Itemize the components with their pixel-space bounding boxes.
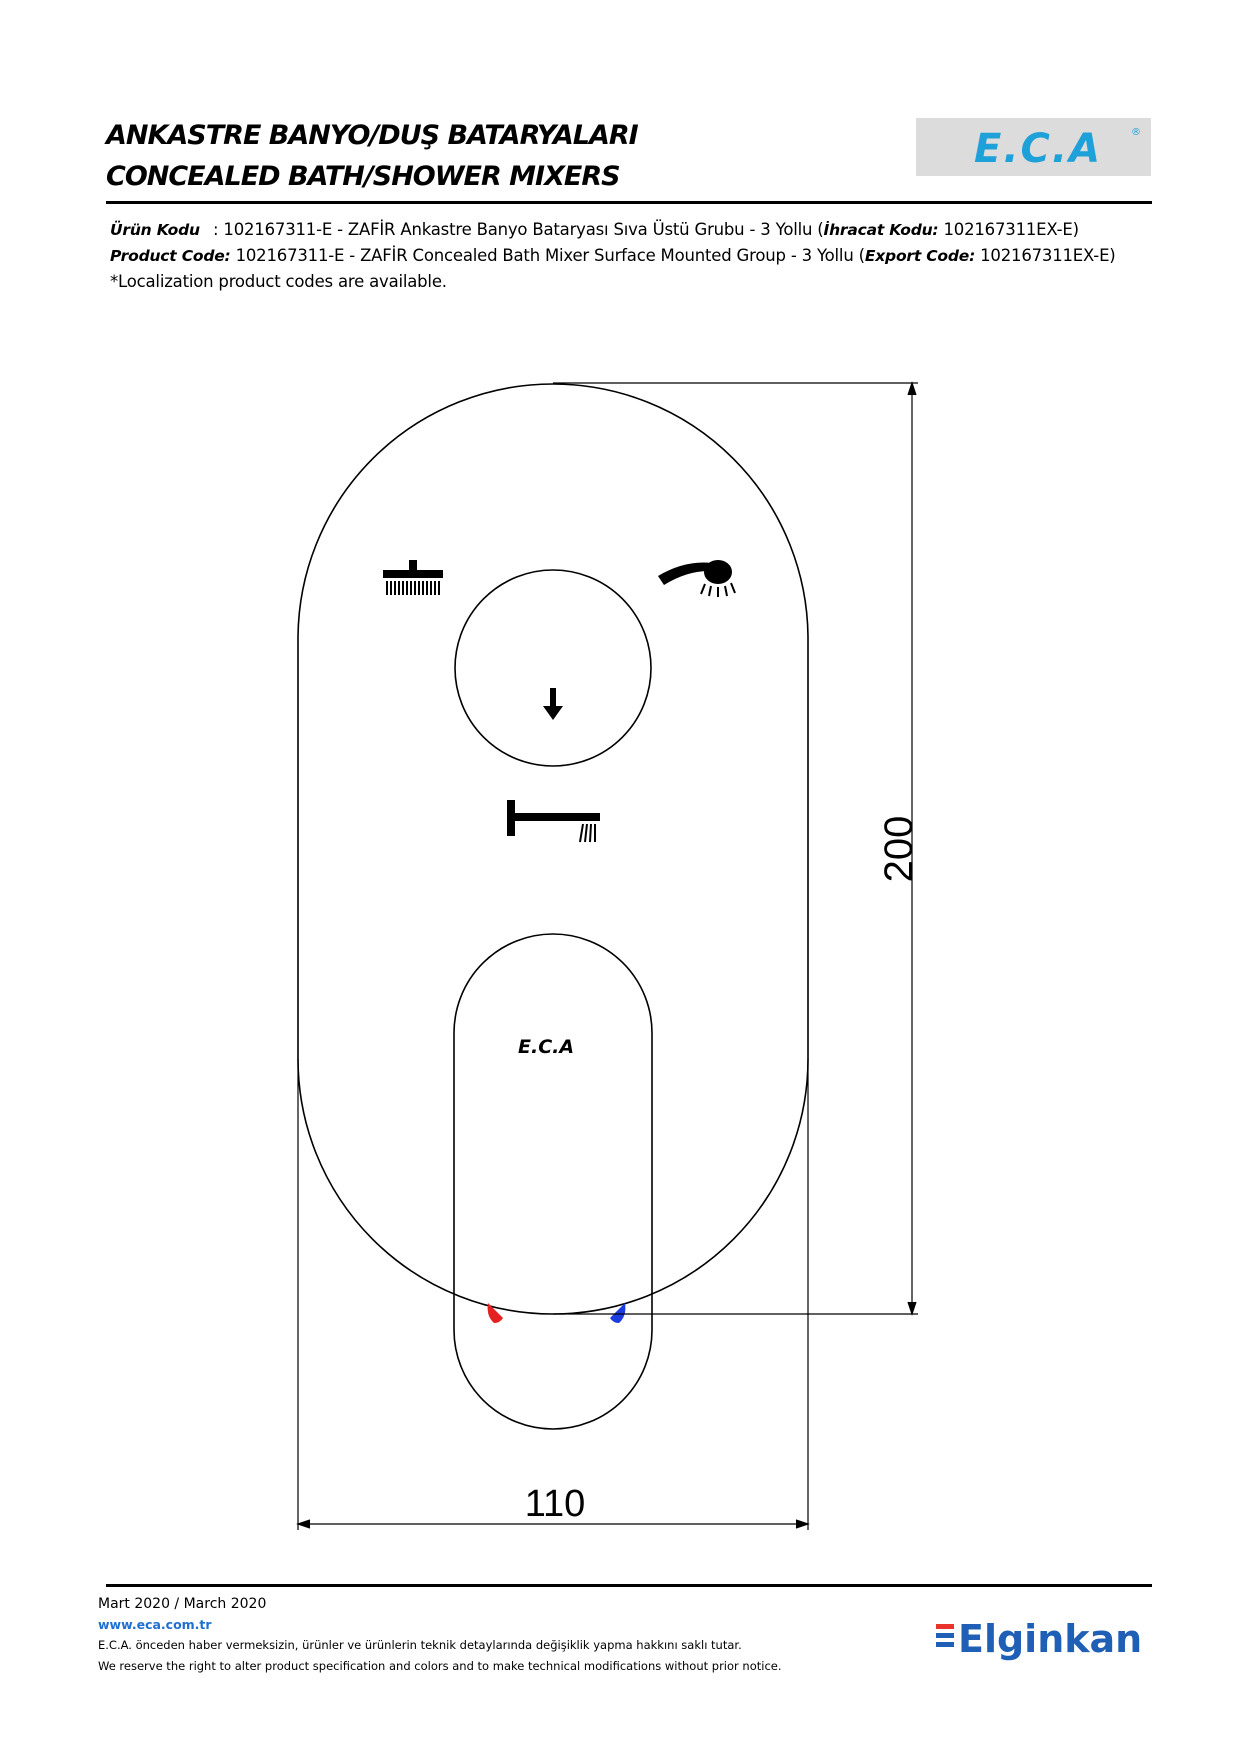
export-code-en-label: Export Code: xyxy=(864,247,976,265)
registered-mark: ® xyxy=(1131,127,1141,138)
down-arrow-icon xyxy=(543,688,563,720)
eca-logo-text: E.C.A xyxy=(974,126,1103,172)
footer-disclaimer-tr: E.C.A. önceden haber vermeksizin, ürünler ve ürünlerin teknik detaylarında değişiklik yapma hakkını saklı tutar. xyxy=(98,1638,742,1652)
bath-spout-icon xyxy=(507,800,600,842)
product-code-en-label: Product Code: xyxy=(110,247,231,265)
hand-shower-icon xyxy=(658,560,735,597)
footer-disclaimer-en: We reserve the right to alter product specification and colors and to make technical modifications without prior notice. xyxy=(98,1659,782,1673)
export-code-tr-value: 102167311EX-E) xyxy=(938,220,1079,239)
diverter-knob xyxy=(455,570,651,766)
page-title-tr: ANKASTRE BANYO/DUŞ BATARYALARI xyxy=(106,120,638,151)
cover-plate-outline xyxy=(298,384,808,1314)
handle-logo: E.C.A xyxy=(518,1036,575,1058)
lever-handle-outline xyxy=(454,934,652,1429)
width-dimension-label: 110 xyxy=(524,1483,586,1525)
height-dimension-label: 200 xyxy=(877,815,921,883)
export-code-en-value: 102167311EX-E) xyxy=(975,246,1116,265)
footer-website-link[interactable]: www.eca.com.tr xyxy=(98,1617,212,1632)
elginkan-text: Elginkan xyxy=(958,1617,1143,1661)
product-code-tr-label: Ürün Kodu xyxy=(110,221,200,239)
overhead-shower-icon xyxy=(383,560,443,595)
width-dimension xyxy=(298,1059,808,1530)
localization-note: *Localization product codes are available. xyxy=(110,272,447,291)
hot-marker xyxy=(488,1303,503,1323)
height-dimension xyxy=(553,383,918,1314)
product-code-tr-value: : 102167311-E - ZAFİR Ankastre Banyo Bataryası Sıva Üstü Grubu - 3 Yollu ( xyxy=(213,220,824,239)
footer-date: Mart 2020 / March 2020 xyxy=(98,1596,267,1612)
footer-divider xyxy=(106,1584,1152,1587)
export-code-tr-label: İhracat Kodu: xyxy=(823,221,939,239)
page-title-en: CONCEALED BATH/SHOWER MIXERS xyxy=(106,161,620,192)
product-code-en-value: 102167311-E - ZAFİR Concealed Bath Mixer Surface Mounted Group - 3 Yollu ( xyxy=(230,246,865,265)
elginkan-mark xyxy=(936,1624,954,1647)
elginkan-logo xyxy=(936,1610,1152,1666)
